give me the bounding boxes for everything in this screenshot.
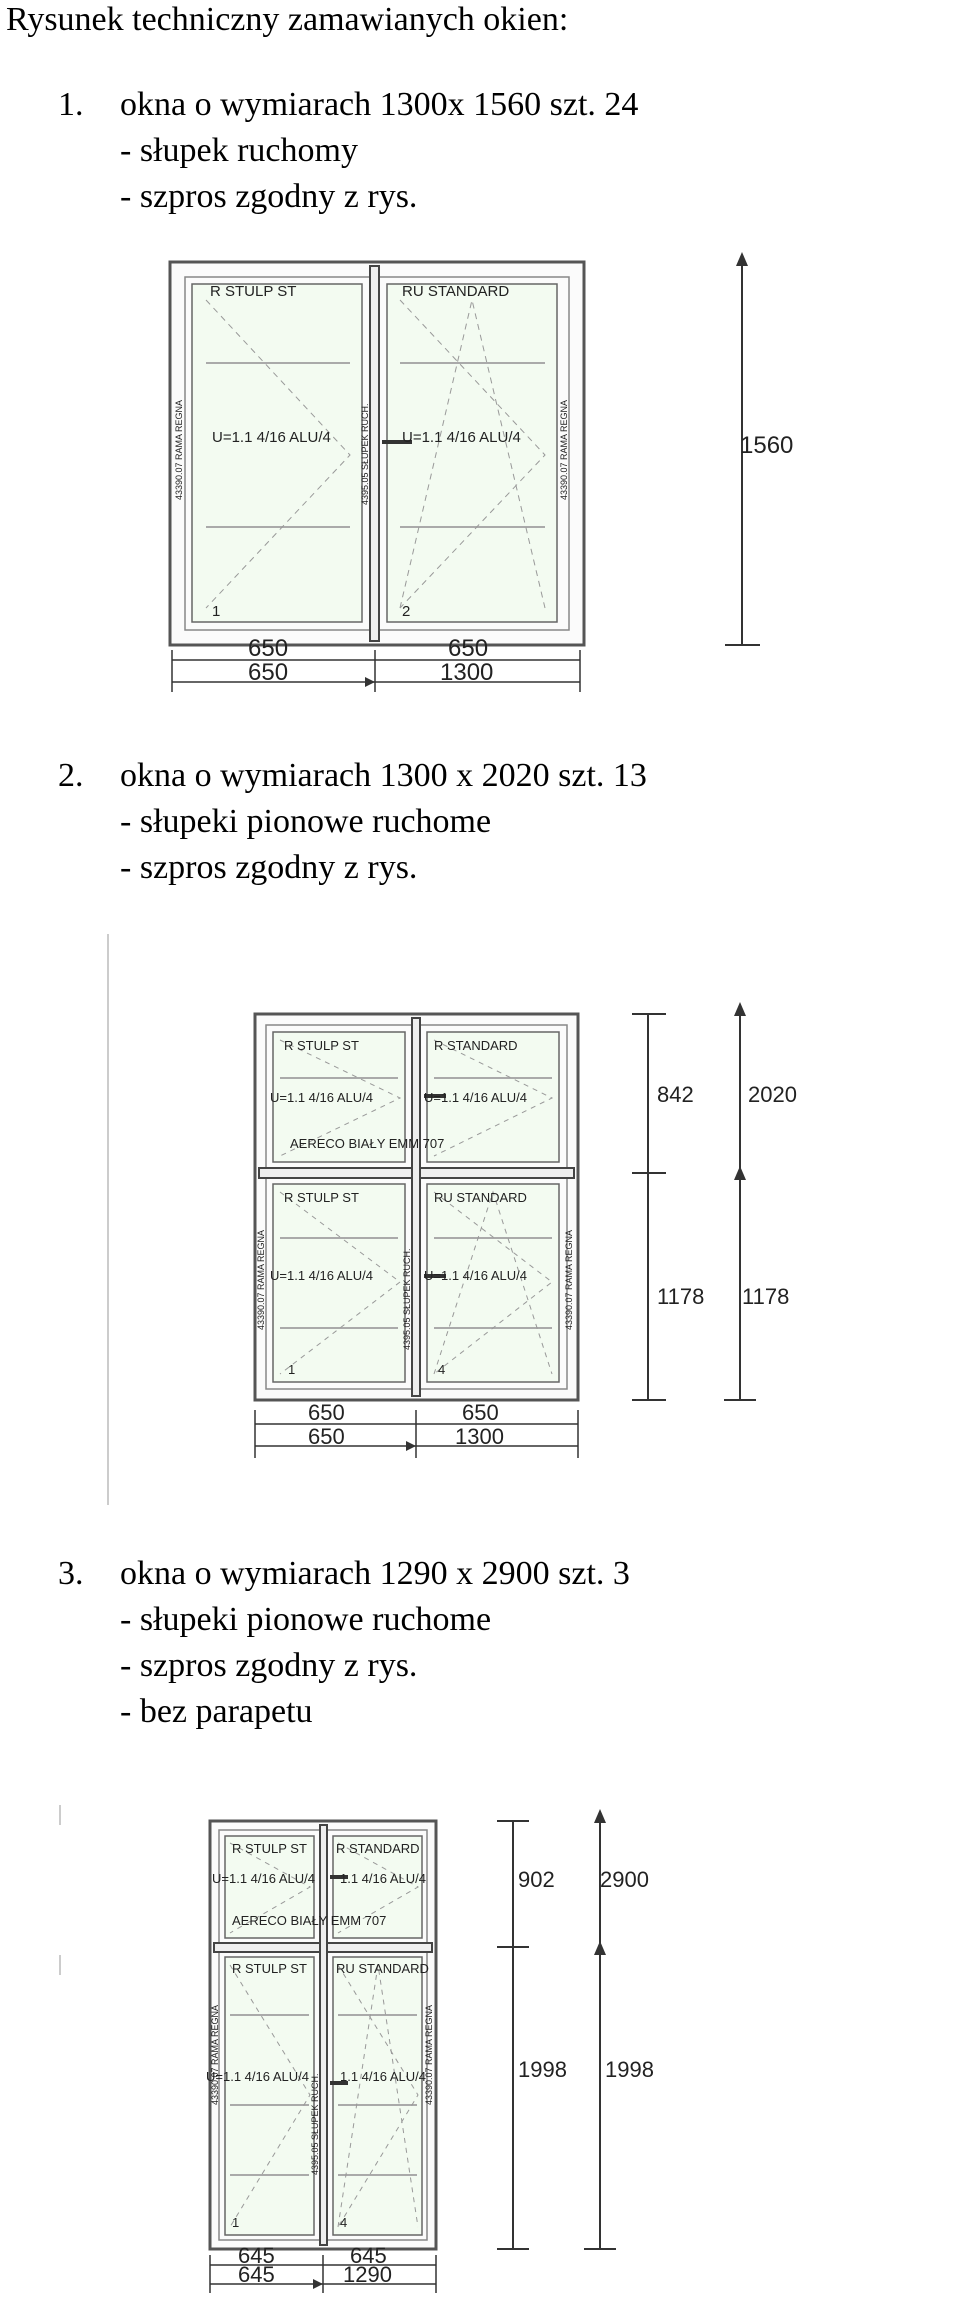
vent-label: AERECO BIAŁY EMM 707 xyxy=(290,1136,445,1151)
glass-spec-label: U=1.1 4/16 ALU/4 xyxy=(206,2069,309,2084)
width-dimension: 1290 xyxy=(343,2262,392,2287)
height-dimension: 842 xyxy=(657,1082,694,1107)
frame-profile-label: 43390.07 RAMA REGNA xyxy=(564,1229,574,1330)
panel-type-label: R STULP ST xyxy=(210,283,297,300)
width-dimension: 645 xyxy=(350,2243,387,2268)
sash-number: 1 xyxy=(288,1362,296,1377)
item-bullet: - szpros zgodny z rys. xyxy=(120,1647,418,1684)
frame-profile-label: 43390.07 RAMA REGNA xyxy=(174,399,184,500)
height-dimension: 902 xyxy=(518,1867,555,1892)
glass-spec-label: U=1.1 4/16 ALU/4 xyxy=(424,1090,527,1105)
sash-number: 1 xyxy=(212,603,221,620)
panel-type-label: RU STANDARD xyxy=(336,1961,429,1976)
panel-type-label: R STANDARD xyxy=(336,1841,420,1856)
item-bullet: - bez parapetu xyxy=(120,1693,313,1730)
frame-profile-label: 43390.07 RAMA REGNA xyxy=(424,2004,434,2105)
item-bullet: - słupeki pionowe ruchome xyxy=(120,1601,492,1638)
order-item-2 xyxy=(0,753,960,891)
item-number: 2. xyxy=(58,757,84,794)
width-dimension: 650 xyxy=(462,1400,499,1425)
item-heading: okna o wymiarach 1290 x 2900 szt. 3 xyxy=(120,1555,630,1592)
width-dimension: 645 xyxy=(238,2262,275,2287)
width-dimension: 650 xyxy=(248,635,289,662)
document-title: Rysunek techniczny zamawianych okien: xyxy=(6,1,569,38)
frame-profile-label: 43390.07 RAMA REGNA xyxy=(210,2004,220,2105)
glass-spec-label: 1.1 4/16 ALU/4 xyxy=(340,2069,427,2084)
panel-type-label: RU STANDARD xyxy=(434,1190,527,1205)
glass-spec-label: 1.1 4/16 ALU/4 xyxy=(340,1871,427,1886)
glass-spec-label: U=1.1 4/16 ALU/4 xyxy=(424,1268,527,1283)
height-dimension: 2020 xyxy=(748,1082,797,1107)
order-item-3 xyxy=(0,1551,960,1735)
height-dimension: 2900 xyxy=(600,1867,649,1892)
vent-label: AERECO BIAŁY EMM 707 xyxy=(232,1913,387,1928)
height-dimension: 1998 xyxy=(518,2057,567,2082)
item-bullet: - słupeki pionowe ruchome xyxy=(120,803,492,840)
glass-spec-label: U=1.1 4/16 ALU/4 xyxy=(212,429,331,446)
width-dimension: 650 xyxy=(248,659,289,686)
window-drawing-1 xyxy=(0,240,960,700)
item-bullet: - szpros zgodny z rys. xyxy=(120,178,418,215)
panel-type-label: R STULP ST xyxy=(284,1038,359,1053)
width-dimension: 1300 xyxy=(440,659,494,686)
mullion-profile-label: 4395.05 SŁUPEK RUCH. xyxy=(360,403,370,505)
sash-number: 1 xyxy=(232,2215,240,2230)
window-drawing-2 xyxy=(0,930,960,1510)
sash-number: 4 xyxy=(438,1362,446,1377)
width-dimension: 650 xyxy=(308,1424,345,1449)
order-item-1 xyxy=(0,82,960,220)
panel-type-label: R STULP ST xyxy=(284,1190,359,1205)
height-dimension: 1178 xyxy=(742,1284,790,1309)
item-number: 1. xyxy=(58,86,84,123)
height-dimension: 1560 xyxy=(740,432,794,459)
mullion-profile-label: 4395.05 SŁUPEK RUCH. xyxy=(402,1248,412,1350)
panel-type-label: R STANDARD xyxy=(434,1038,518,1053)
item-heading: okna o wymiarach 1300 x 2020 szt. 13 xyxy=(120,757,647,794)
panel-type-label: RU STANDARD xyxy=(402,283,510,300)
item-bullet: - szpros zgodny z rys. xyxy=(120,849,418,886)
glass-spec-label: U=1.1 4/16 ALU/4 xyxy=(402,429,521,446)
item-number: 3. xyxy=(58,1555,84,1592)
window-drawing-3 xyxy=(0,1775,960,2295)
mullion-profile-label: 4395.05 SŁUPEK RUCH. xyxy=(310,2073,320,2175)
panel-type-label: R STULP ST xyxy=(232,1961,307,1976)
item-heading: okna o wymiarach 1300x 1560 szt. 24 xyxy=(120,86,639,123)
width-dimension: 650 xyxy=(308,1400,345,1425)
glass-spec-label: U=1.1 4/16 ALU/4 xyxy=(270,1090,373,1105)
item-bullet: - słupek ruchomy xyxy=(120,132,358,169)
frame-profile-label: 43390.07 RAMA REGNA xyxy=(256,1229,266,1330)
glass-spec-label: U=1.1 4/16 ALU/4 xyxy=(212,1871,315,1886)
width-dimension: 650 xyxy=(448,635,489,662)
glass-spec-label: U=1.1 4/16 ALU/4 xyxy=(270,1268,373,1283)
height-dimension: 1998 xyxy=(605,2057,654,2082)
frame-profile-label: 43390.07 RAMA REGNA xyxy=(559,399,569,500)
width-dimension: 1300 xyxy=(455,1424,504,1449)
panel-type-label: R STULP ST xyxy=(232,1841,307,1856)
width-dimension: 645 xyxy=(238,2243,275,2268)
height-dimension: 1178 xyxy=(657,1284,705,1309)
sash-number: 2 xyxy=(402,603,411,620)
sash-number: 4 xyxy=(340,2215,348,2230)
